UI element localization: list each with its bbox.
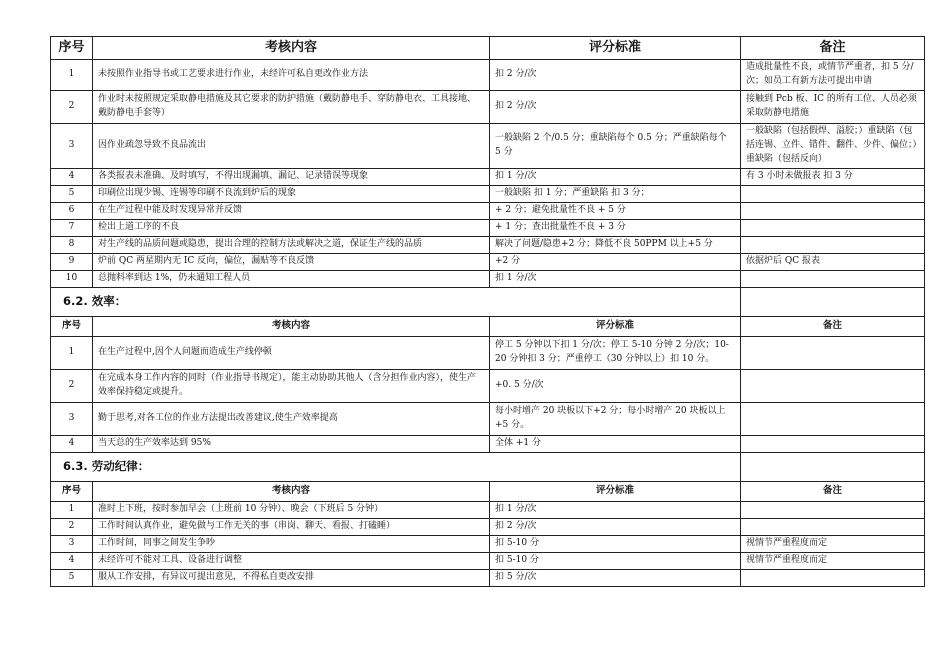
cell-criteria: 每小时增产 20 块板以下+2 分；每小时增产 20 块板以上+5 分。 [490, 402, 741, 435]
cell-remark [741, 501, 925, 518]
header-remark: 备注 [741, 316, 925, 336]
header-remark: 备注 [741, 481, 925, 501]
cell-criteria: 停工 5 分钟以下扣 1 分/次；停工 5-10 分钟 2 分/次；10-20 分钟扣 3 分；严重停工（30 分钟以上）扣 10 分。 [490, 336, 741, 369]
cell-criteria: 扣 2 分/次 [490, 91, 741, 124]
efficiency-rows [51, 336, 925, 452]
section-title-discipline: 6.3. 劳动纪律： [51, 452, 741, 481]
cell-no: 9 [51, 253, 93, 270]
cell-remark [741, 219, 925, 236]
cell-criteria: 一般缺陷 2 个/0.5 分；重缺陷每个 0.5 分；严重缺陷每个 5 分 [490, 124, 741, 169]
table-row [51, 236, 925, 253]
table-row [51, 91, 925, 124]
cell-no: 5 [51, 185, 93, 202]
cell-content: 印刷位出现少锡、连锡等印刷不良流到炉后的现象 [93, 185, 490, 202]
header-no: 序号 [51, 316, 93, 336]
cell-criteria: 扣 5 分/次 [490, 569, 741, 586]
table-row [51, 569, 925, 586]
cell-no: 2 [51, 91, 93, 124]
cell-remark: 视情节严重程度而定 [741, 552, 925, 569]
cell-no: 2 [51, 518, 93, 535]
cell-remark [741, 270, 925, 287]
cell-no: 4 [51, 435, 93, 452]
table-row [51, 270, 925, 287]
cell-criteria: 扣 2 分/次 [490, 518, 741, 535]
header-content: 考核内容 [93, 316, 490, 336]
cell-content: 检出上道工序的不良 [93, 219, 490, 236]
cell-remark [741, 185, 925, 202]
cell-content: 作业时未按照规定采取静电措施及其它要求的防护措施（戴防静电手、穿防静电衣、工具接地、戴防静电手套等） [93, 91, 490, 124]
table-row [51, 124, 925, 169]
cell-content: 未经许可不能对工具、设备进行调整 [93, 552, 490, 569]
cell-content: 服从工作安排，有异议可提出意见，不得私自更改安排 [93, 569, 490, 586]
cell-remark [741, 202, 925, 219]
table-row [51, 518, 925, 535]
header-criteria: 评分标准 [490, 481, 741, 501]
quality-rows [51, 60, 925, 288]
cell-no: 2 [51, 369, 93, 402]
cell-remark [741, 518, 925, 535]
table-row [51, 219, 925, 236]
assessment-table [50, 36, 925, 587]
cell-remark: 一般缺陷（包括假焊、溢胶；）重缺陷（包括连锡、立件、错件、翻件、少件、偏位；）重缺陷（包括反向） [741, 124, 925, 169]
table-row [51, 552, 925, 569]
cell-remark [741, 402, 925, 435]
cell-remark [741, 435, 925, 452]
cell-criteria: 一般缺陷 扣 1 分；严重缺陷 扣 3 分； [490, 185, 741, 202]
cell-criteria: 扣 5-10 分 [490, 535, 741, 552]
cell-criteria: + 2 分；避免批量性不良 + 5 分 [490, 202, 741, 219]
header-row [51, 316, 925, 336]
cell-no: 6 [51, 202, 93, 219]
section-title-efficiency: 6.2. 效率： [51, 287, 741, 316]
cell-no: 7 [51, 219, 93, 236]
header-content: 考核内容 [93, 37, 490, 60]
header-no: 序号 [51, 481, 93, 501]
cell-no: 1 [51, 60, 93, 91]
table-row [51, 369, 925, 402]
header-criteria: 评分标准 [490, 316, 741, 336]
header-row [51, 37, 925, 60]
cell-content: 未按照作业指导书或工艺要求进行作业，未经许可私自更改作业方法 [93, 60, 490, 91]
cell-no: 4 [51, 168, 93, 185]
cell-content: 准时上下班，按时参加早会（上班前 10 分钟）、晚会（下班后 5 分钟） [93, 501, 490, 518]
section-blank [741, 287, 925, 316]
cell-criteria: 扣 1 分/次 [490, 168, 741, 185]
cell-content: 在生产过程中能及时发现异常并反馈 [93, 202, 490, 219]
cell-criteria: 解决了问题/隐患+2 分；降低不良 50PPM 以上+5 分 [490, 236, 741, 253]
cell-content: 因作业疏忽导致不良品流出 [93, 124, 490, 169]
table-row [51, 202, 925, 219]
cell-criteria: +0. 5 分/次 [490, 369, 741, 402]
table-row [51, 501, 925, 518]
header-row [51, 481, 925, 501]
header-content: 考核内容 [93, 481, 490, 501]
cell-no: 1 [51, 501, 93, 518]
cell-remark [741, 236, 925, 253]
cell-criteria: 全体 +1 分 [490, 435, 741, 452]
cell-no: 5 [51, 569, 93, 586]
cell-criteria: 扣 1 分/次 [490, 501, 741, 518]
cell-no: 3 [51, 402, 93, 435]
cell-content: 炉前 QC 两星期内无 IC 反向，偏位，漏贴等不良反馈 [93, 253, 490, 270]
cell-content: 在完成本身工作内容的同时（作业指导书规定），能主动协助其他人（含分担作业内容），使生产效率保持稳定或提升。 [93, 369, 490, 402]
cell-criteria: 扣 5-10 分 [490, 552, 741, 569]
cell-no: 3 [51, 535, 93, 552]
cell-no: 1 [51, 336, 93, 369]
cell-remark [741, 369, 925, 402]
cell-remark [741, 569, 925, 586]
discipline-rows [51, 501, 925, 586]
cell-criteria: 扣 2 分/次 [490, 60, 741, 91]
table-row [51, 402, 925, 435]
cell-content: 各类报表未准确、及时填写，不得出现漏填、漏记、记录错误等现象 [93, 168, 490, 185]
cell-remark: 造成批量性不良，或情节严重者，扣 5 分/次；如员工有新方法可提出申请 [741, 60, 925, 91]
cell-criteria: +2 分 [490, 253, 741, 270]
table-row [51, 336, 925, 369]
header-no: 序号 [51, 37, 93, 60]
table-row [51, 435, 925, 452]
cell-remark: 接触到 Pcb 板、IC 的所有工位、人员必须采取防静电措施 [741, 91, 925, 124]
table-row [51, 253, 925, 270]
cell-content: 当天总的生产效率达到 95% [93, 435, 490, 452]
cell-content: 工作时间，同事之间发生争吵 [93, 535, 490, 552]
cell-remark: 视情节严重程度而定 [741, 535, 925, 552]
cell-no: 8 [51, 236, 93, 253]
section-blank [741, 452, 925, 481]
cell-remark [741, 336, 925, 369]
header-remark: 备注 [741, 37, 925, 60]
cell-remark: 依据炉后 QC 报表 [741, 253, 925, 270]
cell-content: 勤于思考,对各工位的作业方法提出改善建议,使生产效率提高 [93, 402, 490, 435]
cell-criteria: + 1 分；查出批量性不良 + 3 分 [490, 219, 741, 236]
cell-content: 总抛料率到达 1%，仍未通知工程人员 [93, 270, 490, 287]
table-row [51, 185, 925, 202]
section-row [51, 287, 925, 316]
table-row [51, 60, 925, 91]
section-row [51, 452, 925, 481]
table-row [51, 535, 925, 552]
cell-no: 3 [51, 124, 93, 169]
cell-content: 对生产线的品质问题或隐患，提出合理的控制方法或解决之道，保证生产线的品质 [93, 236, 490, 253]
cell-content: 在生产过程中,因个人问题而造成生产线停顿 [93, 336, 490, 369]
cell-no: 4 [51, 552, 93, 569]
cell-content: 工作时间认真作业，避免做与工作无关的事（串岗、聊天、看报、打磕睡） [93, 518, 490, 535]
cell-no: 10 [51, 270, 93, 287]
table-row [51, 168, 925, 185]
cell-remark: 有 3 小时未做报表 扣 3 分 [741, 168, 925, 185]
cell-criteria: 扣 1 分/次 [490, 270, 741, 287]
header-criteria: 评分标准 [490, 37, 741, 60]
